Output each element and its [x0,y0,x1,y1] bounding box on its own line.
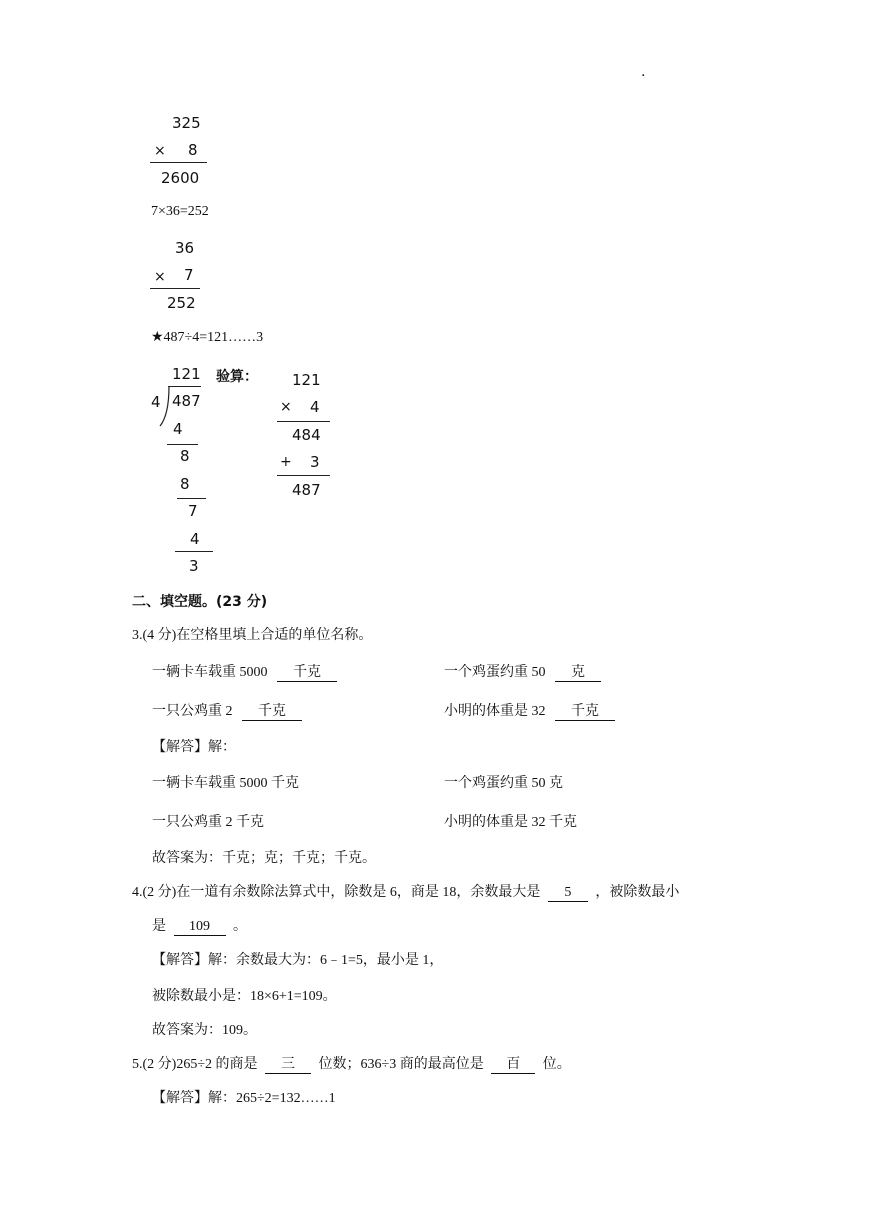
division-rem1: 8 [180,447,190,465]
division-step3: 4 [190,530,200,548]
q5-stem [132,1053,571,1074]
q4-final: 故答案为：109。 [152,1023,257,1038]
check-op: × [280,399,292,415]
division-quotient: 121 [172,365,201,383]
q5-blank-2: 百 [491,1056,535,1074]
q3-item-4-blank: 千克 [555,703,615,721]
q3-item-2-text: 一个鸡蛋约重 50 [444,665,546,680]
q3-item-3 [152,700,302,721]
calc1-mult: 8 [188,141,198,159]
check-plus: + [280,454,292,470]
calc1-op: × [154,143,166,159]
q5-stem-a: 5.(2 分)265÷2 的商是 [132,1057,258,1072]
equation-2: 7×36=252 [151,204,209,219]
section-title: 二、填空题。(23 分) [132,594,268,610]
q3-item-1-text: 一辆卡车载重 5000 [152,665,268,680]
q3-final: 故答案为：千克；克；千克；千克。 [152,851,376,866]
division-rem2: 7 [188,502,198,520]
q4-blank-2: 109 [174,918,226,936]
check-mult: 4 [310,398,320,416]
q3-item-4-text: 小明的体重是 32 [444,704,546,719]
q4-stem-c: 是 [152,919,166,934]
q3-sol-3: 一只公鸡重 2 千克 [152,815,264,830]
division-line1 [167,444,198,445]
calc2-op: × [154,269,166,285]
check-top: 121 [292,371,321,389]
check-product: 484 [292,426,321,444]
q5-sol-1: 【解答】解：265÷2=132……1 [152,1091,336,1106]
q4-sol-1: 【解答】解：余数最大为：6﹣1=5，最小是 1， [152,953,444,968]
header-dot: . [641,64,646,80]
check-label: 验算： [216,369,258,385]
q3-sol-1: 一辆卡车载重 5000 千克 [152,776,299,791]
division-dividend: 487 [172,392,201,410]
division-divisor: 4 [151,393,161,411]
division-step1: 4 [173,420,183,438]
q3-item-3-blank: 千克 [242,703,302,721]
q3-item-3-text: 一只公鸡重 2 [152,704,233,719]
check-add: 3 [310,453,320,471]
q5-stem-b: 位数；636÷3 商的最高位是 [318,1057,484,1072]
q3-item-4 [444,700,615,721]
calc1-result: 2600 [161,169,200,187]
q4-blank-1: 5 [548,884,588,902]
division-line3 [175,551,213,552]
q4-stem-b: ，被除数最小 [595,885,680,900]
check-line1 [277,421,330,422]
q4-stem-line2 [152,915,247,936]
q5-blank-1: 三 [265,1056,311,1074]
calc2-line [150,288,200,289]
division-line2 [177,498,206,499]
q3-sol-4: 小明的体重是 32 千克 [444,815,577,830]
q5-stem-c: 位。 [542,1057,571,1072]
calc2-result: 252 [167,294,196,312]
division-rem3: 3 [189,557,199,575]
check-result: 487 [292,481,321,499]
q3-item-2 [444,661,601,682]
calc2-top: 36 [175,239,195,257]
q4-sol-2: 被除数最小是：18×6+1=109。 [152,989,337,1004]
q3-item-1 [152,661,337,682]
q3-item-2-blank: 克 [555,664,601,682]
check-line2 [277,475,330,476]
calc2-mult: 7 [184,266,194,284]
calc1-line [150,162,207,163]
calc1-top: 325 [172,114,201,132]
q3-sol-2: 一个鸡蛋约重 50 克 [444,776,563,791]
q3-stem: 3.(4 分)在空格里填上合适的单位名称。 [132,628,373,643]
q4-stem-a: 4.(2 分)在一道有余数除法算式中，除数是 6，商是 18，余数最大是 [132,885,541,900]
division-bar [168,386,201,387]
q3-solution-label: 【解答】解： [152,740,236,755]
equation-3: ★487÷4=121……3 [151,330,264,345]
q3-item-1-blank: 千克 [277,664,337,682]
q4-stem-line1 [132,881,679,902]
division-step2: 8 [180,475,190,493]
q4-stem-d: 。 [233,919,247,934]
